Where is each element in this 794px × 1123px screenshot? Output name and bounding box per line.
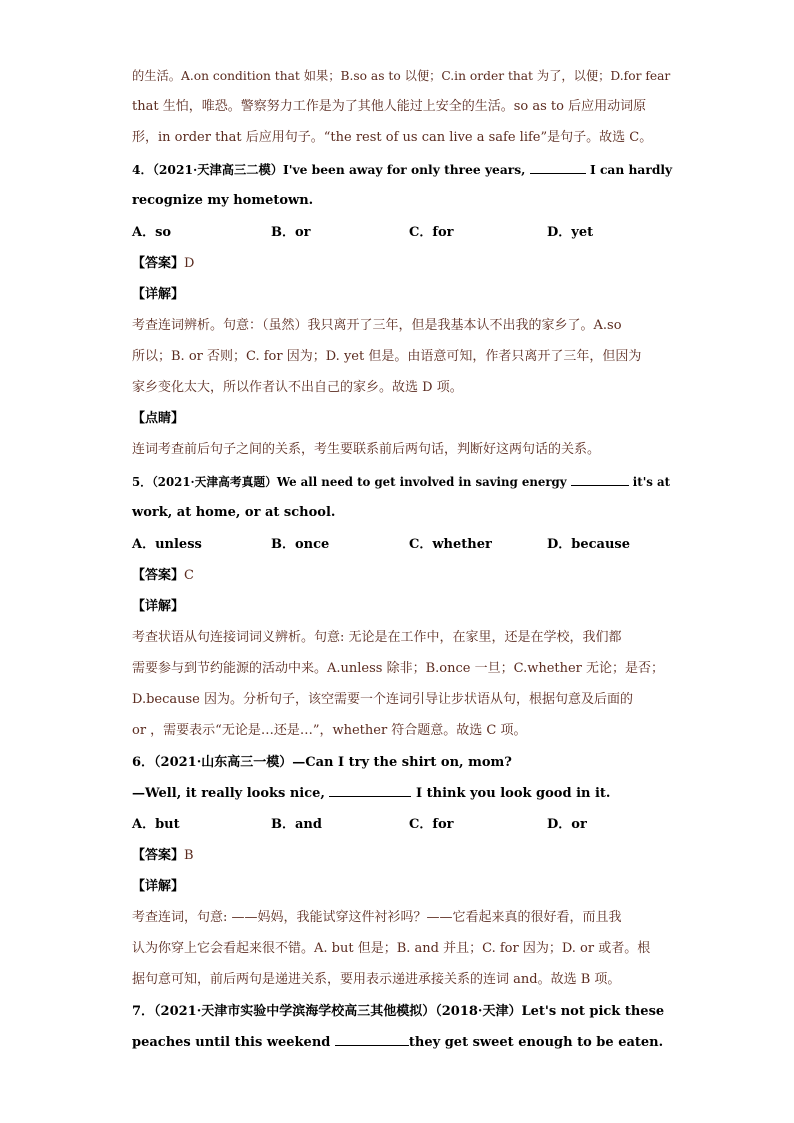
question-7-stem-cont [132, 1033, 672, 1053]
tip-line: 连词考查前后句子之间的关系，考生要联系前后两句话，判断好这两句话的关系。 [132, 442, 601, 457]
answer-line [132, 254, 672, 274]
answer-tag: 【答案】 [132, 568, 185, 583]
question-text: Let's not pick these [521, 1004, 665, 1019]
question-text: peaches until this weekend [132, 1035, 331, 1050]
detail-line: 需要参与到节约能源的活动中来。A.unless 除非；B.once 一旦；C.whether 无论；是否； [132, 661, 665, 676]
detail-tag: 【详解】 [132, 287, 185, 302]
intro-line: 形，in order that 后应用句子。“the rest of us can live a safe life”是句子。故选 C。 [132, 130, 653, 145]
question-source: （2021·天津高三二模） [152, 162, 284, 177]
answer-blank [571, 473, 629, 486]
question-5-stem [132, 472, 672, 492]
detail-line: D.because 因为。分析句子，该空需要一个连词引导让步状语从句，根据句意及后面的 [132, 692, 634, 707]
question-text: I think you look good in it. [416, 786, 611, 801]
question-text: —Can I try the shirt on, mom? [292, 755, 512, 770]
answer-blank [335, 1033, 409, 1046]
question-5-options [132, 535, 672, 555]
answer-blank [530, 161, 586, 174]
answer-blank [329, 784, 411, 797]
question-4-stem-cont: recognize my hometown. [132, 193, 314, 208]
question-6-options [132, 815, 672, 835]
detail-line: 考查连词辨析。句意：（虽然）我只离开了三年，但是我基本认不出我的家乡了。A.so [132, 318, 622, 333]
question-4-options [132, 223, 672, 243]
answer-line [132, 566, 672, 586]
answer-line [132, 846, 672, 866]
question-4-stem [132, 160, 672, 180]
detail-line: 认为你穿上它会看起来很不错。A. but 但是；B. and 并且；C. for 因为；D. or 或者。根 [132, 941, 651, 956]
question-source: （2021·天津市实验中学滨海学校高三其他模拟）（2018·天津） [154, 1004, 522, 1019]
question-number: 5． [132, 475, 152, 489]
option-b: B．once [271, 537, 330, 552]
question-text: it's at [632, 475, 671, 489]
detail-line: 据句意可知，前后两句是递进关系，要用表示递进承接关系的连词 and。故选 B 项。 [132, 972, 621, 987]
question-6-stem-cont [132, 784, 672, 804]
detail-line: 考查状语从句连接词词义辨析。句意: 无论是在工作中，在家里，还是在学校，我们都 [132, 630, 622, 645]
option-a: A．unless [132, 537, 202, 552]
question-text: I can hardly [589, 162, 673, 177]
option-d: D．yet [547, 225, 594, 240]
option-b: B．and [271, 817, 322, 832]
detail-line: or ，需要表示“无论是…还是…”，whether 符合题意。故选 C 项。 [132, 723, 527, 738]
detail-tag: 【详解】 [132, 879, 185, 894]
answer-value: B [184, 848, 194, 863]
question-6-stem [132, 753, 672, 773]
question-text: I've been away for only three years, [283, 162, 526, 177]
option-a: A．but [132, 817, 180, 832]
intro-line: 的生活。A.on condition that 如果；B.so as to 以便；C.in order that 为了，以便；D.for fear [132, 69, 671, 83]
option-d: D．or [547, 817, 587, 832]
option-c: C．for [409, 225, 454, 240]
question-5-stem-cont: work, at home, or at school. [132, 505, 336, 520]
question-source: （2021·天津高考真题） [151, 475, 277, 489]
question-text: —Well, it really looks nice, [132, 786, 325, 801]
answer-tag: 【答案】 [132, 256, 185, 271]
detail-line: 家乡变化太大，所以作者认不出自己的家乡。故选 D 项。 [132, 380, 463, 395]
detail-line: 考查连词，句意: ——妈妈，我能试穿这件衬衫吗？——它看起来真的很好看，而且我 [132, 910, 622, 925]
answer-value: D [184, 256, 195, 271]
question-number: 6． [132, 755, 155, 770]
option-c: C．whether [409, 537, 492, 552]
answer-tag: 【答案】 [132, 848, 185, 863]
option-a: A．so [132, 225, 172, 240]
question-text: We all need to get involved in saving energy [276, 475, 567, 489]
question-text: they get sweet enough to be eaten. [408, 1035, 664, 1050]
option-c: C．for [409, 817, 454, 832]
question-7-stem [132, 1002, 672, 1022]
detail-line: 所以；B. or 否则；C. for 因为；D. yet 但是。由语意可知，作者只离开了三年，但因为 [132, 349, 642, 364]
detail-tag: 【详解】 [132, 599, 185, 614]
option-b: B．or [271, 225, 311, 240]
answer-value: C [184, 568, 194, 583]
intro-line: that 生怕，唯恐。警察努力工作是为了其他人能过上安全的生活。so as to 后应用动词原 [132, 99, 647, 114]
question-source: （2021·山东高三一模） [154, 755, 293, 770]
tip-tag: 【点睛】 [132, 411, 185, 426]
question-number: 4． [132, 162, 153, 177]
question-number: 7． [132, 1004, 155, 1019]
option-d: D．because [547, 537, 631, 552]
